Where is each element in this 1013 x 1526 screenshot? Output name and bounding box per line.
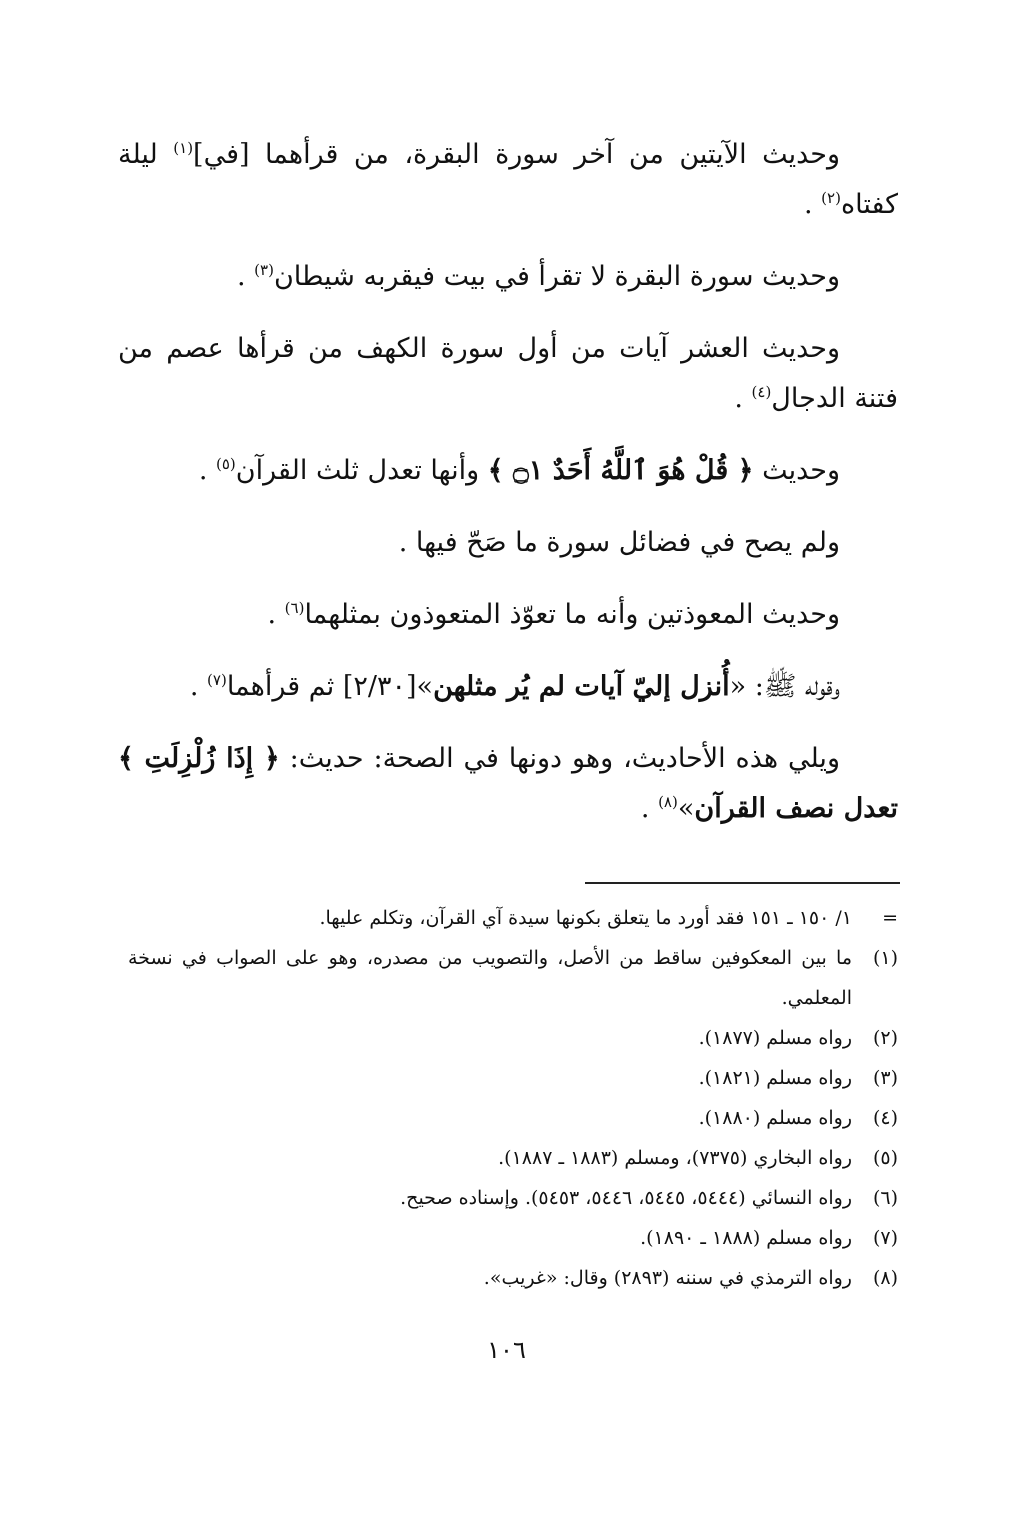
footnote-number: (٥) <box>872 1147 898 1169</box>
footnote-item <box>128 1058 898 1098</box>
footnote-item <box>128 1138 898 1178</box>
paragraph-prophet-saying <box>118 662 898 712</box>
quran-verse: ﴿ قُلْ هُوَ ٱللَّهُ أَحَدٌ ۝١ ﴾ <box>487 455 754 486</box>
footnote-number: (٧) <box>872 1227 898 1249</box>
paragraph-ikhlas <box>118 446 898 496</box>
footnote-number: (٦) <box>872 1187 898 1209</box>
footnote-text: ١/ ١٥٠ ـ ١٥١ فقد أورد ما يتعلق بكونها سيدة آي القرآن، وتكلم عليها. <box>319 907 852 929</box>
footnote-number: (٤) <box>872 1107 898 1129</box>
quran-verse: ﴿ إِذَا زُلْزِلَتِ ﴾ <box>118 743 280 774</box>
paragraph-muawwidhatayn <box>118 590 898 640</box>
paragraph-text: وحديث سورة البقرة لا تقرأ في بيت فيقربه شيطان <box>273 261 840 292</box>
paragraph-baqara-last-verses <box>118 130 898 230</box>
hadith-quote: أُنزل إليّ آيات لم يُر مثلهن <box>433 671 730 702</box>
footnote-ref[interactable]: (٨) <box>658 793 678 811</box>
hadith-quote: تعدل نصف القرآن <box>694 793 898 824</box>
paragraph-text: ويلي هذه الأحاديث، وهو دونها في الصحة: حديث: <box>279 743 840 774</box>
paragraph-text: ليلة كفتاه <box>118 139 898 220</box>
footnote-ref[interactable]: (٥) <box>215 455 236 473</box>
paragraph-text: . <box>640 793 659 824</box>
paragraph-text: . <box>189 671 208 702</box>
paragraph-text: وحديث <box>753 455 840 486</box>
footnote-text: رواه البخاري (٧٣٧٥)، ومسلم (١٨٨٣ ـ ١٨٨٧). <box>498 1147 852 1169</box>
footnote-ref[interactable]: (٤) <box>751 383 772 401</box>
footnote-text: رواه النسائي (٥٤٤٤، ٥٤٤٥، ٥٤٤٦، ٥٤٥٣). وإسناده صحيح. <box>400 1187 852 1209</box>
paragraph-text: وحديث العشر آيات من أول سورة الكهف من قرأها عصم من فتنة الدجال <box>118 333 898 414</box>
footnote-item <box>128 898 898 938</box>
footnote-ref[interactable]: (٣) <box>254 261 274 279</box>
footnote-number: (١) <box>872 947 898 969</box>
footnote-text: ما بين المعكوفين ساقط من الأصل، والتصويب من مصدره، وهو على الصواب في نسخة المعلمي. <box>128 947 852 1009</box>
footnote-text: رواه مسلم (١٨٢١). <box>698 1067 852 1089</box>
main-text <box>118 130 898 856</box>
footnote-ref[interactable]: (٦) <box>284 599 305 617</box>
paragraph-text: . <box>236 261 255 292</box>
footnote-item <box>128 1098 898 1138</box>
paragraph-text: . <box>267 599 285 630</box>
paragraph-text: . <box>198 455 216 486</box>
footnote-text: رواه مسلم (١٨٨٨ ـ ١٨٩٠). <box>640 1227 852 1249</box>
paragraph-text: »[٢/٣٠] ثم قرأهما <box>226 671 434 702</box>
footnote-number: (٣) <box>872 1067 898 1089</box>
footnote-number: (٨) <box>872 1267 898 1289</box>
footnote-item <box>128 1258 898 1298</box>
footnote-item <box>128 1218 898 1258</box>
paragraph-no-sound-virtue <box>118 518 898 568</box>
footnotes <box>128 898 898 1298</box>
footnote-item <box>128 1178 898 1218</box>
footnote-number: = <box>882 907 898 929</box>
paragraph-baqara-house <box>118 252 898 302</box>
paragraph-text: وأنها تعدل ثلث القرآن <box>235 455 488 486</box>
paragraph-text: » <box>677 793 695 824</box>
paragraph-text: وقوله ﷺ: « <box>729 671 840 702</box>
footnote-ref[interactable]: (١) <box>173 139 194 157</box>
footnote-separator <box>585 882 900 884</box>
paragraph-text: ولم يصح في فضائل سورة ما صَحّ فيها . <box>398 527 840 558</box>
footnote-text: رواه مسلم (١٨٨٠). <box>698 1107 852 1129</box>
paragraph-text: . <box>804 189 822 220</box>
footnote-ref[interactable]: (٧) <box>207 671 227 689</box>
footnote-item <box>128 1018 898 1058</box>
paragraph-text: . <box>734 383 752 414</box>
page-number: ١٠٦ <box>487 1336 526 1364</box>
footnote-item <box>128 938 898 1018</box>
paragraph-kahf-ten-verses <box>118 324 898 424</box>
footnote-ref[interactable]: (٢) <box>821 189 841 207</box>
paragraph-zalzala <box>118 734 898 834</box>
footnote-text: رواه مسلم (١٨٧٧). <box>698 1027 852 1049</box>
paragraph-text: وحديث المعوذتين وأنه ما تعوّذ المتعوذون بمثلهما <box>304 599 840 630</box>
footnote-text: رواه الترمذي في سننه (٢٨٩٣) وقال: «غريب». <box>483 1267 852 1289</box>
paragraph-text: وحديث الآيتين من آخر سورة البقرة، من قرأهما [في] <box>193 139 840 170</box>
footnote-number: (٢) <box>872 1027 898 1049</box>
